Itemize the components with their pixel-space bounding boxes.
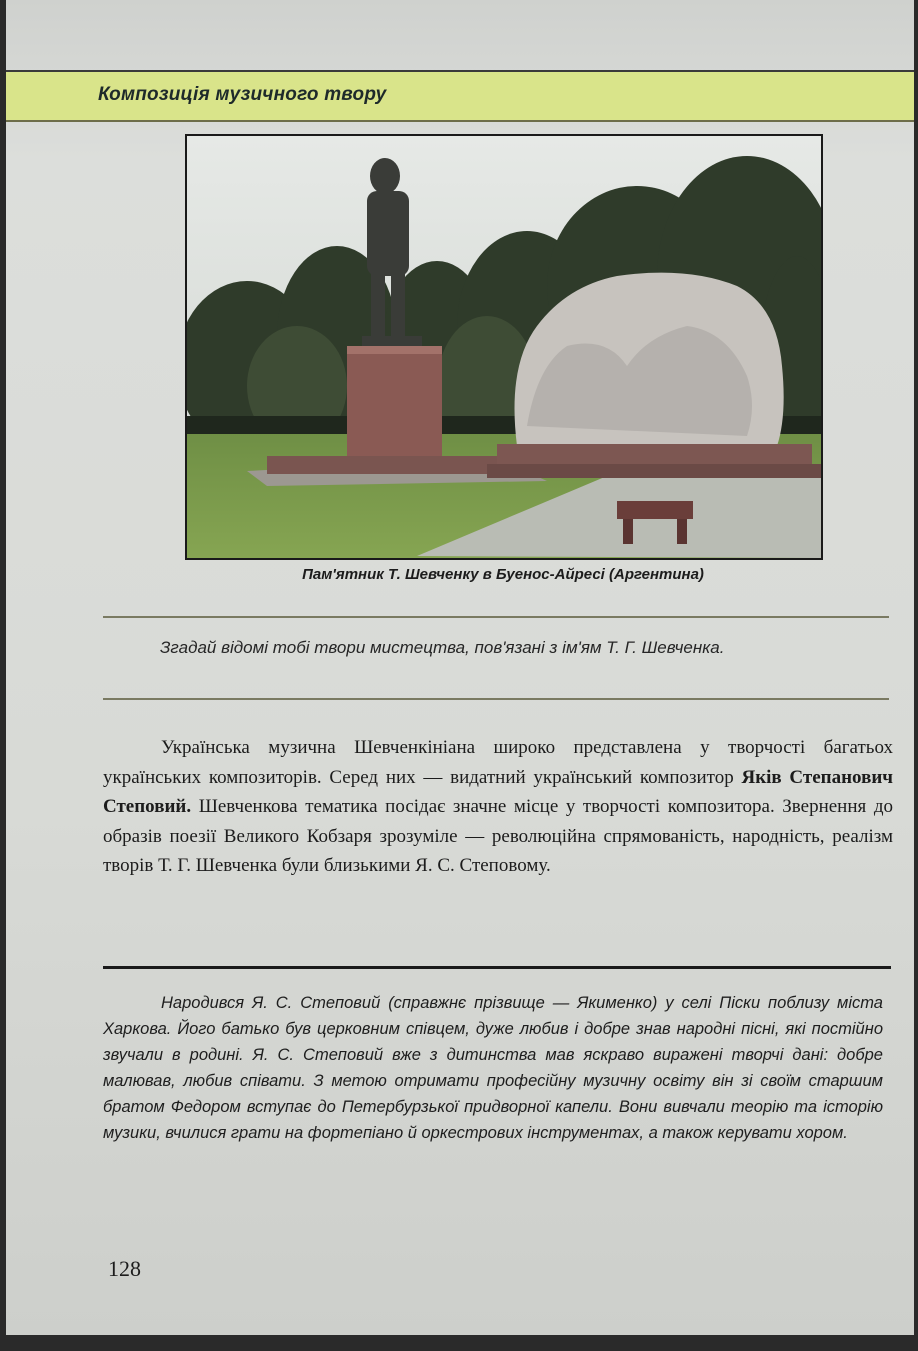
question-top-rule [103,616,889,618]
question-bottom-rule [103,698,889,700]
section-title: Композиція музичного твору [98,84,387,105]
bio-top-rule [103,966,891,969]
photo-caption: Пам'ятник Т. Шевченку в Буенос-Айресі (Аргентина) [302,566,704,583]
main-text-part2: Шевченкова тематика посідає значне місце у творчості композитора. Звернення до образів поезії Великого Кобзаря зрозуміле — революційна спрямованість, народність, реалізм творів Т. Г. Шевченка були близькими Я. С. Степовому. [103,796,893,876]
composer-name: Яків Степанович Степовий. [103,766,893,817]
monument-illustration [187,136,821,558]
main-paragraph [103,733,893,881]
page-number: 128 [108,1256,141,1281]
question-prompt: Згадай відомі тобі твори мистецтва, пов'язані з ім'ям Т. Г. Шевченка. [160,638,725,657]
biography-paragraph: Народився Я. С. Степовий (справжнє прізвище — Якименко) у селі Піски поблизу міста Харкова. Його батько був церковним співцем, дуже любив і добре знав народні пісні, які постійно звучали в родині. Я. С. Степовий вже з дитинства мав яскраво виражені творчі дані: добре малював, любив співати. З метою отримати професійну музичну освіту він зі своїм старшим братом Федором вступає до Петербурзької придворної капели. Вони вивчали теорію та історію музики, вчилися грати на фортепіано й оркестрових інструментах, а також керувати хором. [103,994,883,1142]
monument-photo [185,134,823,560]
main-text-part1: Українська музична Шевченкініана широко представлена у творчості багатьох українських композиторів. Серед них — видатний український композитор [103,737,893,788]
